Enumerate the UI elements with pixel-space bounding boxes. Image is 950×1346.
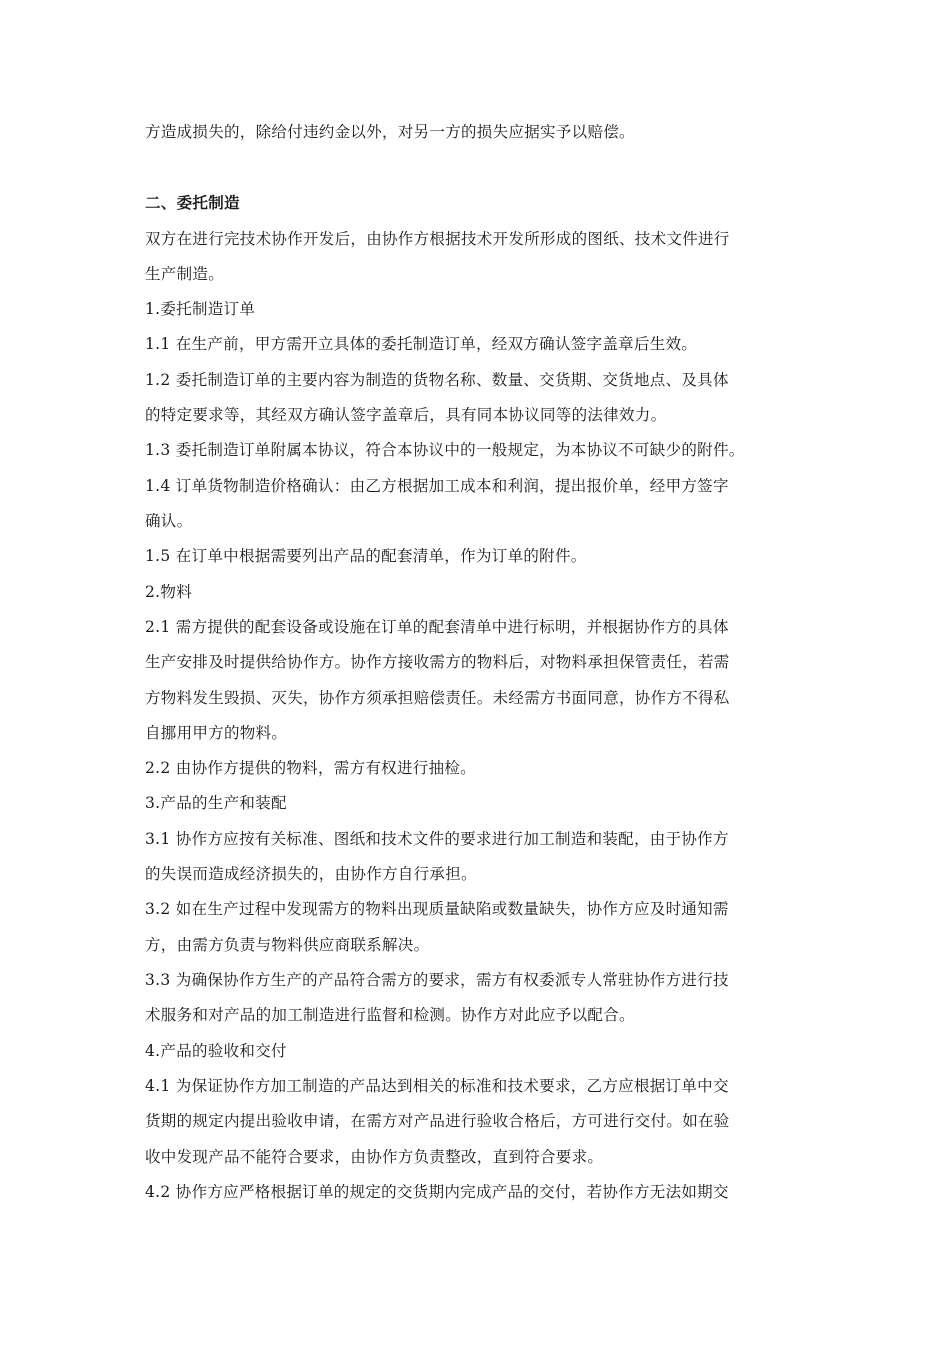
paragraph-line: 双方在进行完技术协作开发后，由协作方根据技术开发所形成的图纸、技术文件进行 xyxy=(145,230,730,248)
paragraph-line: 3.2 如在生产过程中发现需方的物料出现质量缺陷或数量缺失，协作方应及时通知需 xyxy=(145,900,729,918)
paragraph-line: 的失误而造成经济损失的，由协作方自行承担。 xyxy=(145,865,477,883)
paragraph-line: 3.3 为确保协作方生产的产品符合需方的要求，需方有权委派专人常驻协作方进行技 xyxy=(145,971,729,989)
paragraph-line: 的特定要求等，其经双方确认签字盖章后，具有同本协议同等的法律效力。 xyxy=(145,406,667,424)
paragraph-line: 1.3 委托制造订单附属本协议，符合本协议中的一般规定，为本协议不可缺少的附件。 xyxy=(145,441,745,459)
paragraph-line: 方造成损失的，除给付违约金以外，对另一方的损失应据实予以赔偿。 xyxy=(145,123,635,141)
paragraph-line: 1.1 在生产前，甲方需开立具体的委托制造订单，经双方确认签字盖章后生效。 xyxy=(145,335,698,353)
paragraph-line: 确认。 xyxy=(145,512,193,530)
paragraph-line: 自挪用甲方的物料。 xyxy=(145,724,288,742)
clause-heading: 2.物料 xyxy=(145,583,192,601)
paragraph-line: 方，由需方负责与物料供应商联系解决。 xyxy=(145,936,430,954)
clause-heading: 1.委托制造订单 xyxy=(145,300,256,318)
clause-heading: 4.产品的验收和交付 xyxy=(145,1042,287,1060)
paragraph-line: 1.2 委托制造订单的主要内容为制造的货物名称、数量、交货期、交货地点、及具体 xyxy=(145,371,729,389)
clause-heading: 3.产品的生产和装配 xyxy=(145,794,287,812)
paragraph-line: 术服务和对产品的加工制造进行监督和检测。协作方对此应予以配合。 xyxy=(145,1006,635,1024)
paragraph-line: 1.4 订单货物制造价格确认：由乙方根据加工成本和利润，提出报价单，经甲方签字 xyxy=(145,477,729,495)
paragraph-line: 货期的规定内提出验收申请，在需方对产品进行验收合格后，方可进行交付。如在验 xyxy=(145,1112,730,1130)
paragraph-line: 4.2 协作方应严格根据订单的规定的交货期内完成产品的交付，若协作方无法如期交 xyxy=(145,1183,729,1201)
section-heading: 二、委托制造 xyxy=(145,193,240,212)
paragraph-line: 收中发现产品不能符合要求，由协作方负责整改，直到符合要求。 xyxy=(145,1148,604,1166)
paragraph-line: 4.1 为保证协作方加工制造的产品达到相关的标准和技术要求，乙方应根据订单中交 xyxy=(145,1077,729,1095)
paragraph-line: 生产安排及时提供给协作方。协作方接收需方的物料后，对物料承担保管责任，若需 xyxy=(145,653,730,671)
paragraph-line: 方物料发生毁损、灭失，协作方须承担赔偿责任。未经需方书面同意，协作方不得私 xyxy=(145,689,730,707)
paragraph-line: 2.2 由协作方提供的物料，需方有权进行抽检。 xyxy=(145,759,476,777)
paragraph-line: 2.1 需方提供的配套设备或设施在订单的配套清单中进行标明，并根据协作方的具体 xyxy=(145,618,729,636)
paragraph-line: 3.1 协作方应按有关标准、图纸和技术文件的要求进行加工制造和装配，由于协作方 xyxy=(145,830,729,848)
paragraph-line: 生产制造。 xyxy=(145,265,225,283)
paragraph-line: 1.5 在订单中根据需要列出产品的配套清单，作为订单的附件。 xyxy=(145,547,587,565)
